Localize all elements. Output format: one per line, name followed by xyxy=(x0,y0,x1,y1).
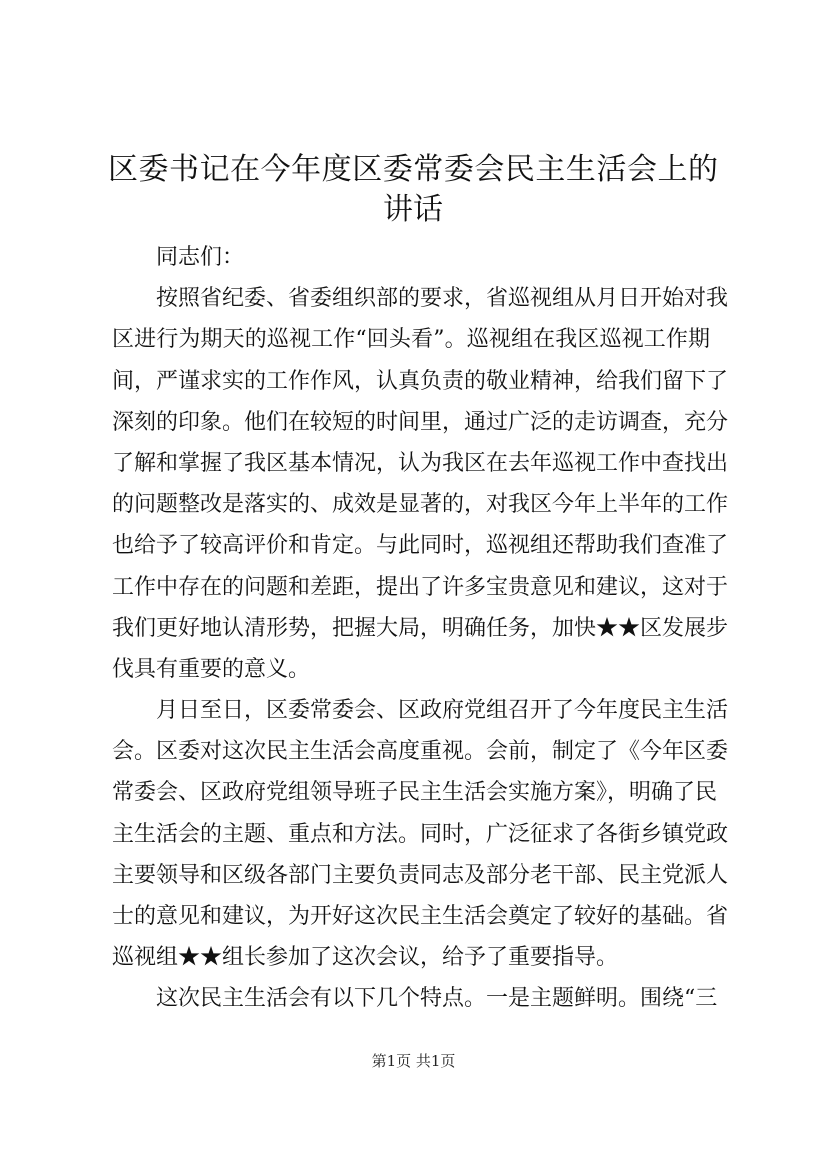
text-line: 也给予了较高评价和肯定。与此同时，巡视组还帮助我们查准了 xyxy=(112,533,729,559)
text-line: 会。区委对这次民主生活会高度重视。会前，制定了《今年区委 xyxy=(112,739,729,765)
text-line: 按照省纪委、省委组织部的要求，省巡视组从月日开始对我 xyxy=(156,286,729,312)
text-line: 工作中存在的问题和差距，提出了许多宝贵意见和建议，这对于 xyxy=(112,574,729,600)
document-body xyxy=(112,237,729,1020)
document-title-line-1: 区委书记在今年度区委常委会民主生活会上的 xyxy=(108,152,718,187)
page-footer: 第1页 共1页 xyxy=(371,1052,456,1070)
text-line: 月日至日，区委常委会、区政府党组召开了今年度民主生活 xyxy=(156,698,729,724)
text-line: 同志们： xyxy=(156,245,245,270)
text-line: 区进行为期天的巡视工作“回头看”。巡视组在我区巡视工作期 xyxy=(112,327,710,353)
text-line: 主生活会的主题、重点和方法。同时，广泛征求了各街乡镇党政 xyxy=(112,821,729,847)
text-line: 了解和掌握了我区基本情况，认为我区在去年巡视工作中查找出 xyxy=(112,450,729,476)
text-line: 伐具有重要的意义。 xyxy=(112,656,311,682)
text-line: 我们更好地认清形势，把握大局，明确任务，加快★★区发展步 xyxy=(112,615,729,641)
text-line: 这次民主生活会有以下几个特点。一是主题鲜明。围绕“三 xyxy=(156,986,718,1012)
text-line: 主要领导和区级各部门主要负责同志及部分老干部、民主党派人 xyxy=(112,862,729,888)
text-line: 深刻的印象。他们在较短的时间里，通过广泛的走访调查，充分 xyxy=(112,409,729,435)
text-line: 间，严谨求实的工作作风，认真负责的敬业精神，给我们留下了 xyxy=(112,368,729,394)
text-line: 常委会、区政府党组领导班子民主生活会实施方案》，明确了民 xyxy=(112,780,718,806)
document-title-line-2: 讲话 xyxy=(383,192,443,227)
text-line: 士的意见和建议，为开好这次民主生活会奠定了较好的基础。省 xyxy=(112,904,729,929)
text-line: 巡视组★★组长参加了这次会议，给予了重要指导。 xyxy=(112,945,619,971)
text-line: 的问题整改是落实的、成效是显著的，对我区今年上半年的工作 xyxy=(112,492,729,518)
